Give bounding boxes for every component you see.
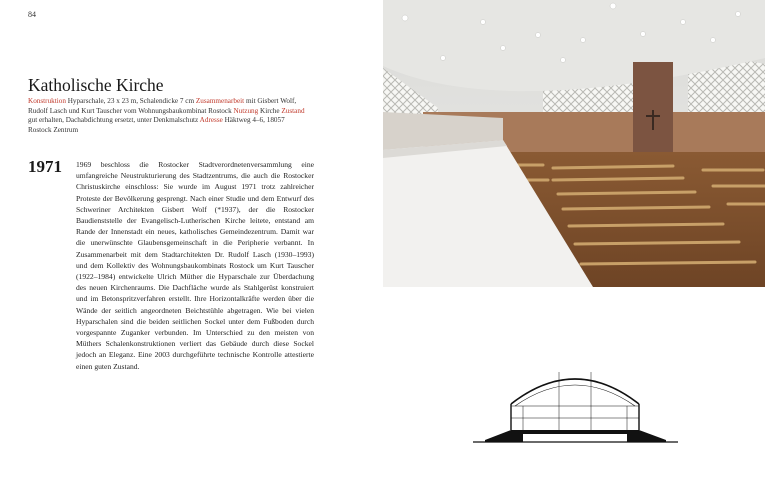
building-metadata bbox=[28, 97, 310, 135]
page-number: 84 bbox=[28, 10, 36, 19]
nutzung-label: Nutzung bbox=[233, 106, 259, 115]
zustand-label: Zustand bbox=[281, 106, 305, 115]
adresse-value: Häktweg 4–6, 18057 Rostock Zentrum bbox=[28, 116, 285, 134]
zusammenarbeit-value: mit Gisbert Wolf, Rudolf Lasch und Kurt Tauscher vom Wohnungsbaukombinat Rostock bbox=[28, 97, 297, 115]
adresse-label: Adresse bbox=[199, 116, 223, 125]
year-heading: 1971 bbox=[28, 157, 62, 176]
konstruktion-label: Konstruktion bbox=[28, 97, 66, 105]
body-text: 1969 beschloss die Rostocker Stadtverordnetenversammlung eine umfangreiche Neustrukturierung des Stadtzentrums, die auch die Rostocker Christuskirche einschloss: Sie wurde im August 1971 trotz zahlreicher Proteste der Bevölkerung gesprengt. Nach einer Studie und dem Entwurf des Schweriner Architekten Gisbert Wolf (*1937), der die Rostocker Baudienststelle der Evangelisch-Lutherischen Kirche leitete, entstand am Rande der Innenstadt ein neues, katholisches Gemeindezentrum. Damit war die unerwünschte Glaubensgemeinschaft in die Peripherie verbannt. In Zusammenarbeit mit dem Stadtarchitekten Dr. Rudolf Lasch (1930–1993) und dem Kollektiv des Wohnungsbaukombinats Rostock um Kurt Tauscher (1922–1984) entwickelte Ulrich Müther die Hyparschale zur Überdachung des neuen Kirchenraums. Die Dachfläche wurde als Stahlgerüst konstruiert und im Betonspritzverfahren erstellt. Ihre Horizontalkräfte werden über die Wände der seitlich angeordneten Beichtstühle abgetragen. Wie bei vielen Hyparschalen sind die beiden seitlichen Sockel unter dem Fußboden durch vorgespannte Zuganker verbunden. Im Unterschied zu den meisten von Müthers Schalenkonstruktionen verliert das Gebäude durch diese Sockel jedoch an Eleganz. Eine 2003 durchgeführte technische Kontrolle attestierte einen guten Zustand. bbox=[76, 160, 314, 371]
nutzung-value: Kirche bbox=[260, 106, 280, 115]
right-page bbox=[383, 0, 765, 482]
page-title: Katholische Kirche bbox=[28, 75, 164, 95]
konstruktion-value: Hyparschale, 23 x 23 m, Schalendicke 7 cm bbox=[67, 97, 195, 105]
zustand-value: gut erhalten, Dachabdichtung ersetzt, unter Denkmalschutz bbox=[28, 116, 199, 125]
section-drawing bbox=[473, 364, 678, 446]
zusammenarbeit-label: Zusammenarbeit bbox=[195, 97, 245, 105]
church-interior-photo bbox=[383, 0, 765, 287]
